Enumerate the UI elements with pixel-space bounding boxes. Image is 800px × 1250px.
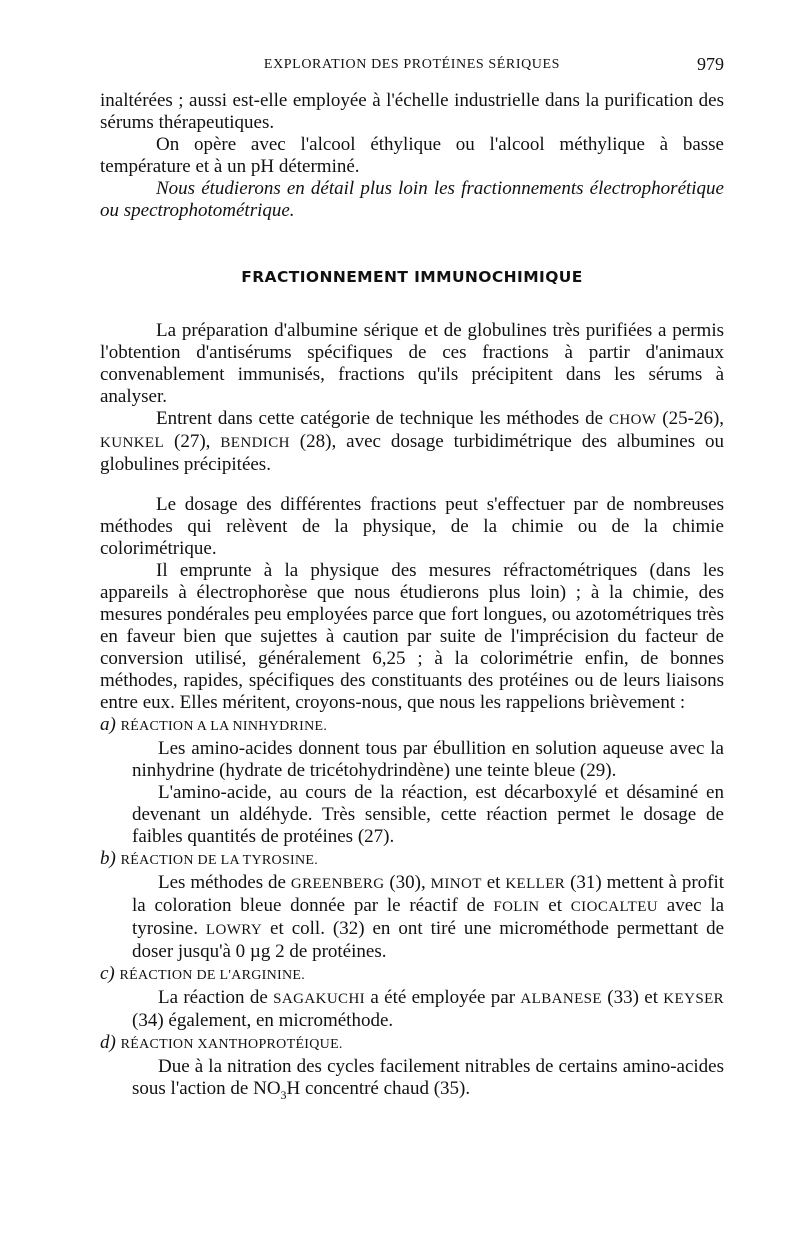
subsection-heading: c) RÉACTION DE L'ARGININE.	[100, 963, 306, 984]
subscript: 3	[280, 1087, 287, 1102]
subsection-body	[100, 738, 724, 848]
author-name: MINOT	[430, 876, 482, 892]
author-name: KEYSER	[663, 991, 725, 1007]
section-title: FRACTIONNEMENT IMMUNOCHIMIQUE	[241, 268, 583, 286]
running-title: EXPLORATION DES PROTÉINES SÉRIQUES	[263, 57, 561, 72]
paragraph: Entrent dans cette catégorie de technique les méthodes de CHOW (25-26), KUNKEL (27), BENDICH (28), avec dosage turbidimétrique des albumines ou globulines précipitées.	[100, 408, 725, 475]
paragraph: La préparation d'albumine sérique et de globulines très purifiées a permis l'obtention d'antisérums spécifiques de ces fractions à partir d'animaux convenablement immunisés, fractions qu'ils précipitent dans les sérums à analyser.	[100, 320, 724, 407]
author-name: SAGAKUCHI	[273, 991, 366, 1007]
author-name: FOLIN	[493, 899, 540, 915]
subsection-heading: b) RÉACTION DE LA TYROSINE.	[100, 848, 319, 869]
paragraph: Les amino-acides donnent tous par ébullition en solution aqueuse avec la ninhydrine (hydrate de tricétohydrindène) une teinte bleue (29).	[132, 738, 724, 781]
author-name: KUNKEL	[100, 435, 165, 451]
paragraph: Le dosage des différentes fractions peut s'effectuer par de nombreuses méthodes qui relèvent de la physique, de la chimie ou de la chimie colorimétrique.	[100, 494, 724, 559]
author-name: CIOCALTEU	[570, 899, 658, 915]
page-header	[100, 54, 724, 78]
author-name: KELLER	[505, 876, 566, 892]
paragraph: La réaction de SAGAKUCHI a été employée par ALBANESE (33) et KEYSER (34) également, en microméthode.	[132, 987, 725, 1031]
author-name: LOWRY	[205, 922, 263, 938]
subsection-body	[100, 987, 724, 1032]
author-name: GREENBERG	[290, 876, 385, 892]
author-name: BENDICH	[220, 435, 290, 451]
subsection-heading: d) RÉACTION XANTHOPROTÉIQUE.	[100, 1032, 343, 1053]
subsection-body	[100, 1056, 724, 1100]
subsection-body	[100, 872, 724, 963]
paragraph: inaltérées ; aussi est-elle employée à l'échelle industrielle dans la purification des sérums thérapeutiques.	[100, 90, 724, 133]
paragraph: On opère avec l'alcool éthylique ou l'alcool méthylique à basse température et à un pH déterminé.	[100, 134, 724, 177]
spacer	[100, 476, 724, 494]
paragraph: Il emprunte à la physique des mesures réfractométriques (dans les appareils à électrophorèse que nous étudierons plus loin) ; à la chimie, des mesures pondérales peu employées parce que fort longues, ou azotométriques très en faveur bien que sujettes à caution par suite de l'imprécision du facteur de conversion utilisé, généralement 6,25 ; à la colorimétrie enfin, de bonnes méthodes, rapides, spécifiques des constituants des protéines ou de leurs liaisons entre eux. Elles méritent, croyons-nous, que nous les rappelions brièvement :	[100, 560, 724, 713]
page-number: 979	[697, 54, 724, 74]
author-name: ALBANESE	[520, 991, 602, 1007]
paragraph-italic: Nous étudierons en détail plus loin les fractionnements électrophorétique ou spectrophotométrique.	[100, 178, 724, 221]
paragraph: Due à la nitration des cycles facilement nitrables de certains amino-acides sous l'action de $NO_3H$ concentré chaud (35).	[132, 1056, 724, 1102]
subsection-heading: a) RÉACTION A LA NINHYDRINE.	[100, 714, 328, 735]
author-name: CHOW	[608, 412, 657, 428]
paragraph: L'amino-acide, au cours de la réaction, est décarboxylé et désaminé en devenant un aldéhyde. Très sensible, cette réaction permet le dosage de faibles quantités de protéines (27).	[132, 782, 724, 847]
paragraph: Les méthodes de GREENBERG (30), MINOT et KELLER (31) mettent à profit la coloration bleue donnée par le réactif de FOLIN et CIOCALTEU avec la tyrosine. LOWRY et coll. (32) en ont tiré une microméthode permettant de doser jusqu'à 0 µg 2 de protéines.	[132, 872, 725, 962]
body-text	[100, 90, 724, 1100]
